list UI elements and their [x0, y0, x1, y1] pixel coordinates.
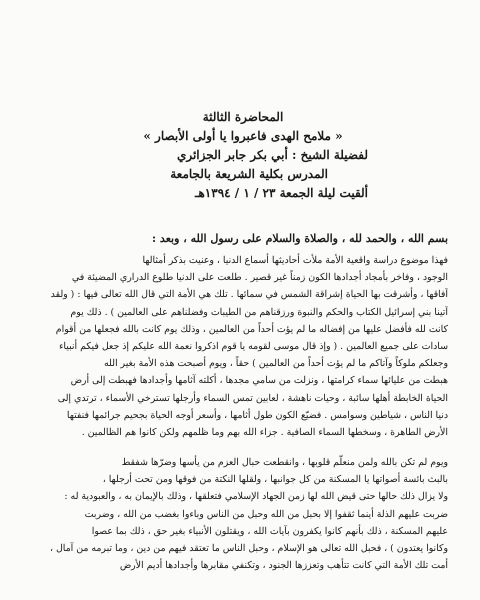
paragraph-line: ويوم لم تكن بالله ولمن منعلّم قلوبها ، وانقطعت حبال العزم من يأسها وضرّها شفقط — [121, 457, 448, 468]
paragraph-line: دنيا الناس ، شياطين وسوامس . فضيّع الكون طول أثامها ، وأسعر أوجه الحياة بجحيم جرائمها فنفتها — [66, 409, 448, 421]
paragraph-line: الوجود ، وفاخر بأمجاد أجدادها الكون زمناً غير قصير . طلعت على الدنيا طلوع الدراري المضيئة في — [71, 272, 448, 284]
speaker-line: لفضيلة الشيخ : أبي بكر جابر الجزائري — [176, 148, 368, 162]
paragraph-line: بالبث بائسة أصواتها يا المسكنة من كل جوانبها ، ولقلها النكتة من فوقها ومن تحت أرجلها ، — [102, 474, 448, 486]
speaker-position: المدرس بكلية الشريعة بالجامعة — [170, 167, 328, 181]
paragraph-line: سادات على جميع العالمين . ( وإذ قال موسى لقومه يا قوم اذكروا نعمة الله عليكم إذ جعل فيكم أنبياء — [59, 340, 448, 352]
lecture-title: « ملامح الهدى فاعبروا يا أولى الأبصار » — [143, 129, 343, 143]
paragraph-line: عليهم المسكنة ، ذلك بأنهم كانوا يكفرون بآيات الله ، ويقتلون الأنبياء بغير حق ، ذلك بما عصوا — [91, 525, 448, 537]
paragraph-line: ولا يزال ذلك حالها حتى قيض الله لها زمن الجهاد الإسلامي فتعلقها ، وذلك بالإيمان به ، والعبودية له : — [64, 491, 448, 503]
paragraph-line: الحياة الخابطة أهلها سائبة ، وحيات ناهشة ، لعابين تمس السماء وأرجلها تسترخي الأسماء ، ترتدي إلى — [57, 392, 448, 404]
opening-line: بسم الله ، والحمد لله ، والصلاة والسلام على رسول الله ، وبعد : — [152, 232, 448, 245]
paragraph-line: آفاقها ، وأشرقت بها الحياة إشراقة الشمس في سمائها . تلك هي الأمة التي قال الله تعالى فيها : ( ولقد — [50, 289, 448, 301]
paragraph-line: فهذا موضوع دراسة واقعية الأمة ملأت أحاديثها أسماع الدنيا ، وعنيت بذكر أمثالها — [142, 255, 448, 266]
paragraph-line: الأرض الطاهرة ، وسخطها السماء الصافية . جزاء الله بهم وما ظلمهم ولكن كانوا هم الظالمين . — [81, 426, 448, 438]
paragraph-line: وجعلكم ملوكاً وآتاكم ما لم يؤت أحداً من العالمين ) حقاً ، ويوم أصبحت هذه الأمة بغير الله — [103, 358, 448, 370]
lecture-header — [118, 108, 368, 203]
lecture-number: المحاضرة الثالثة — [202, 110, 284, 124]
paragraph-line: هبطت من عليائها سماء كرامتها ، ونزلت من سامي مجدها ، أكلته آثامها وأجدادها فهبطت إلى أرض — [70, 375, 448, 387]
paragraph-2 — [30, 454, 448, 574]
paragraph-line: آتينا بني إسرائيل الكتاب والحكم والنبوة ورزقناهم من الطيبات وفضلناهم على العالمين ) . ذلك يوم — [70, 306, 448, 318]
delivery-date: ألقيت ليلة الجمعة ٢٣ / ١ / ١٣٩٤هـ — [194, 186, 368, 200]
paragraph-line: أمت تلك الأمة التي كانت تتأهب وتعززها الجنود ، وتكنفي مقابرها وأجدادها أديم الأرض — [119, 560, 448, 572]
paragraph-1 — [30, 252, 448, 441]
paragraph-line: وكانوا يعتدون ) ، فحبل الله تعالى هو الإسلام ، وحبل الناس ما تعتقد فيهم من دين ، وما تبرمه من آمال ، — [49, 542, 448, 554]
paragraph-line: ضربت عليهم الذلة أينما ثقفوا إلا بحبل من الله وحبل من الناس وباءوا بغضب من الله ، وضربت — [84, 508, 448, 520]
paragraph-line: كانت لله فأفضل عليها من إفضاله ما لم يؤت أحداً من العالمين ، وذلك يوم كانت بالله فجعلها من أقوام — [55, 323, 448, 335]
